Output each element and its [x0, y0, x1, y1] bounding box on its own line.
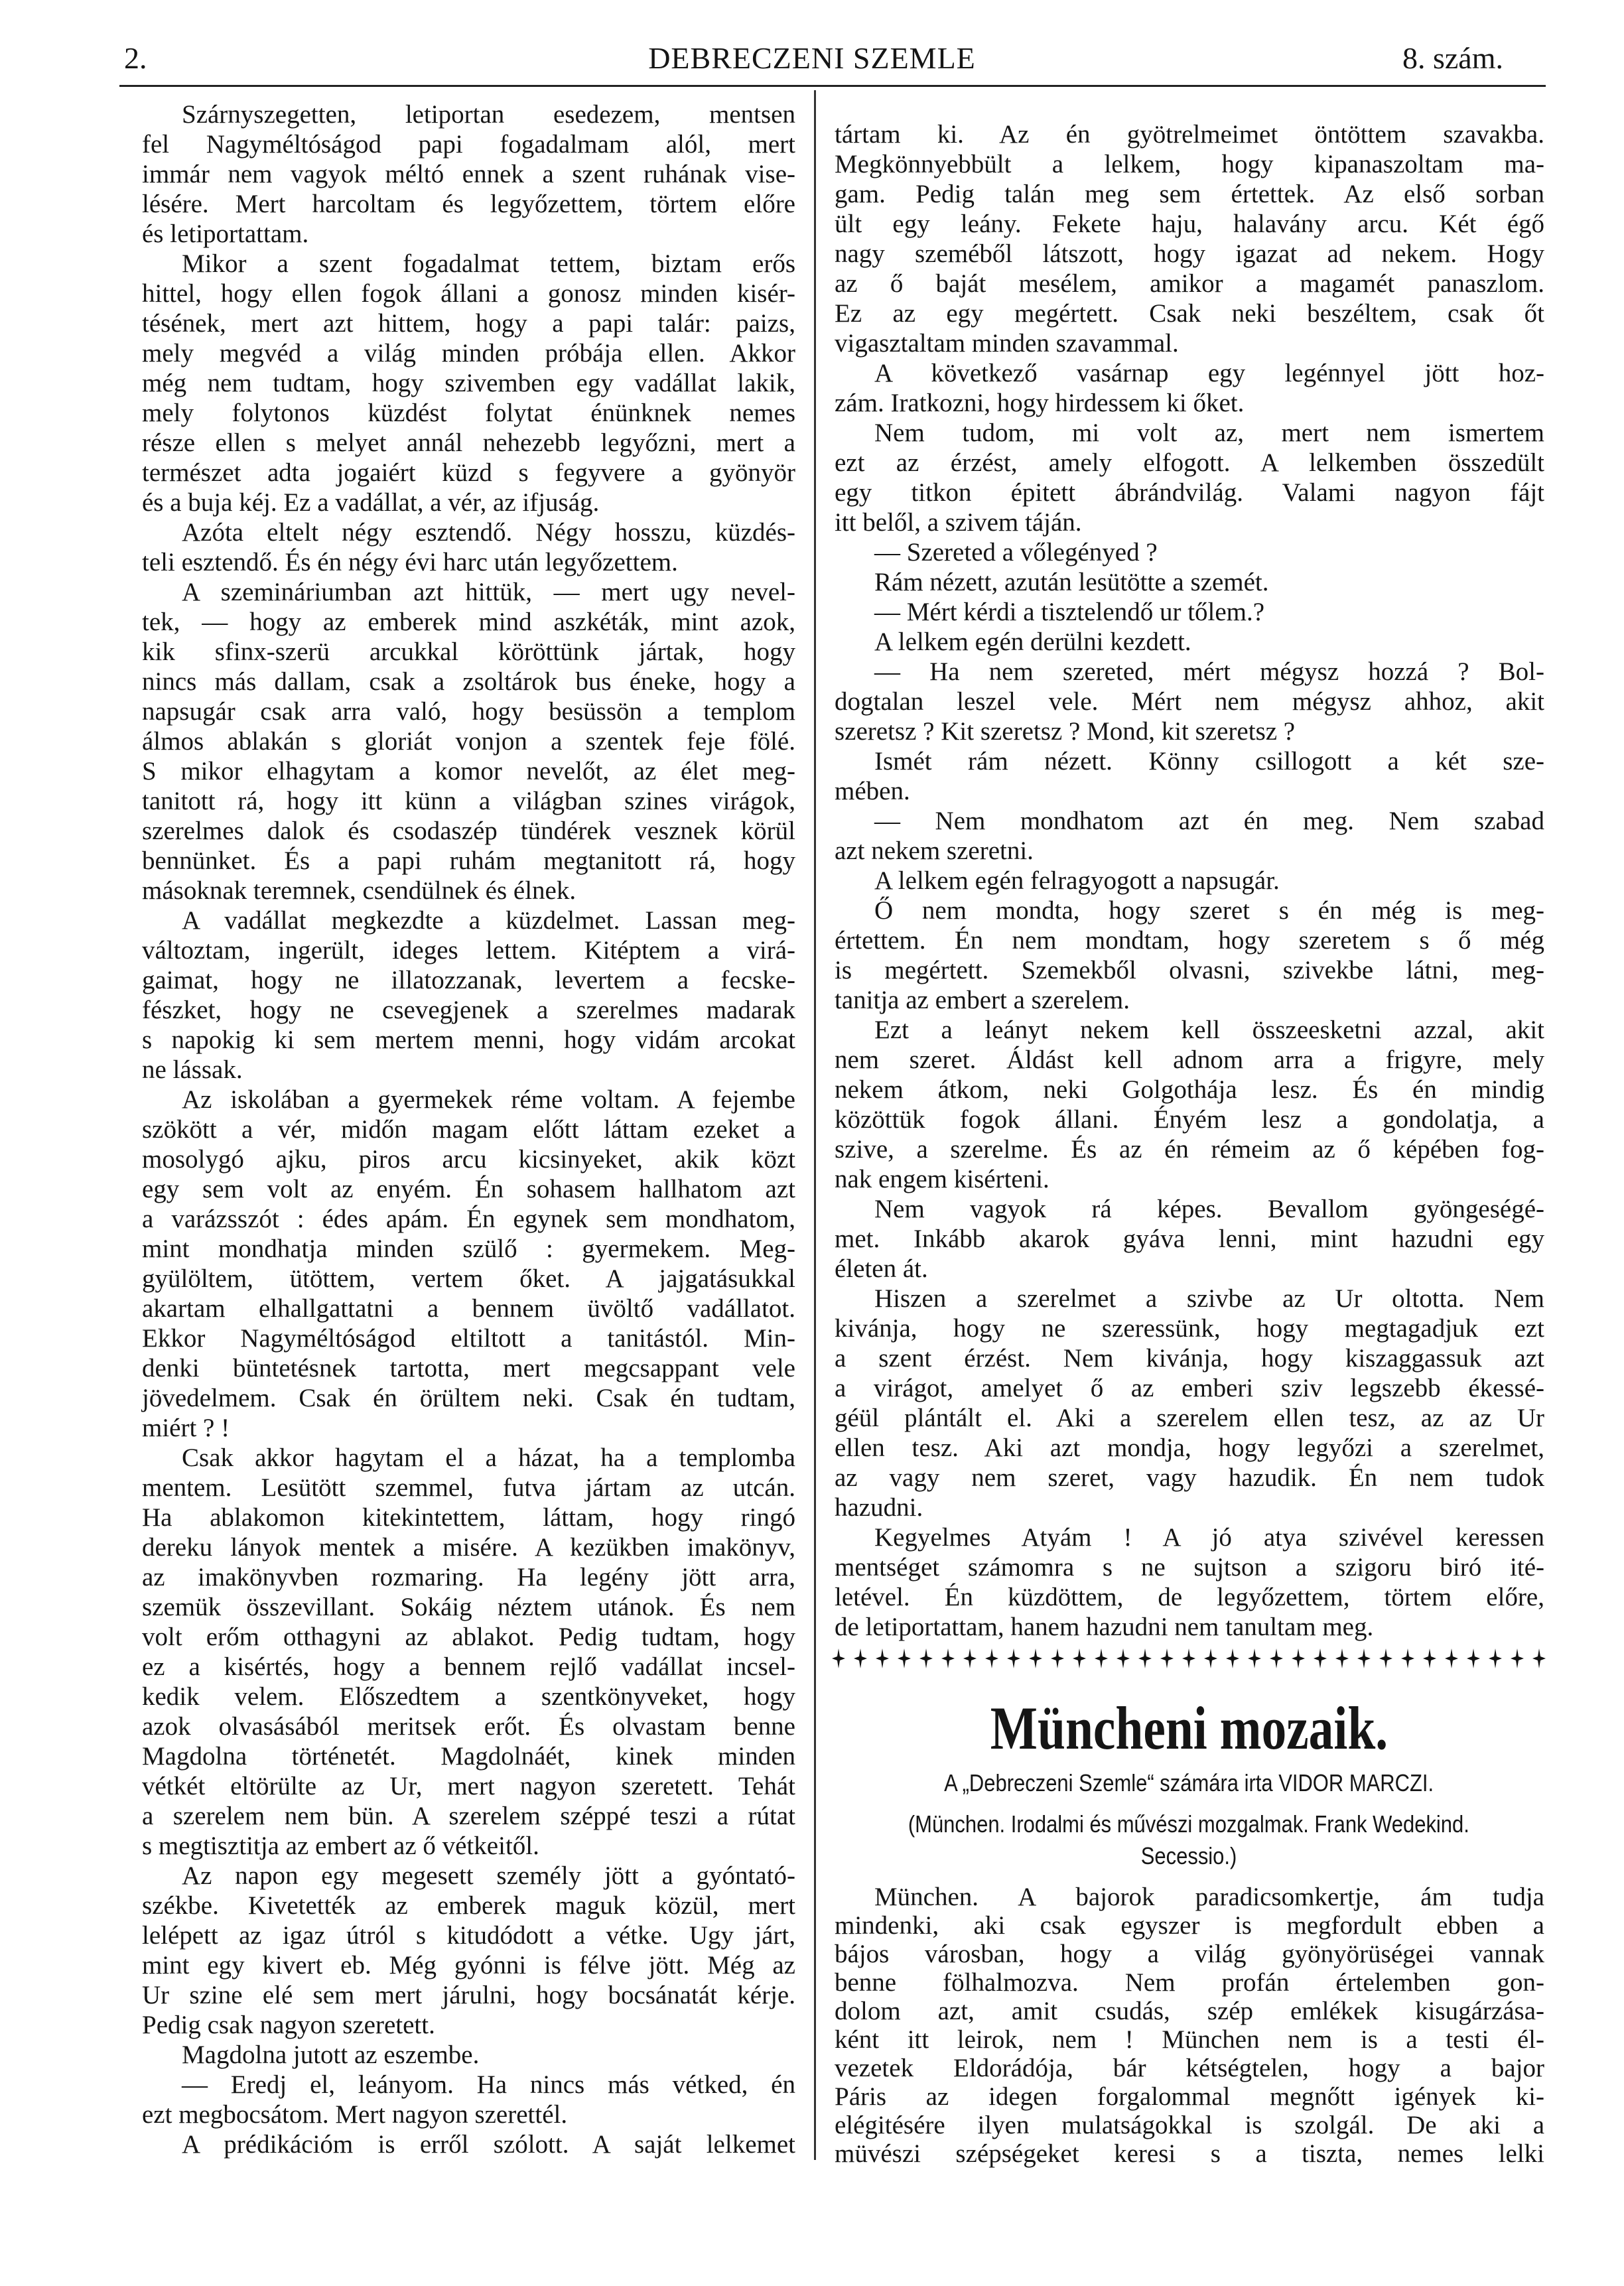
- text-line: az imakönyvben rozmaring. Ha legény jött arra,: [142, 1563, 795, 1591]
- text-line: bájos városban, hogy a világ gyönyörüségei vannak: [835, 1940, 1544, 1968]
- diamond-ornament-icon: [1489, 1648, 1502, 1668]
- text-line: bennünket. És a papi ruhám megtanitott rá, hogy: [142, 846, 795, 875]
- text-line: fel Nagyméltóságod papi fogadalmam alól, mert: [142, 130, 795, 159]
- text-line: Az napon egy megesett személy jött a gyóntató-: [182, 1861, 795, 1890]
- article-topics: [832, 1808, 1546, 1840]
- text-line: szive, a szerelme. És az én rémeim az ő képében fog-: [835, 1135, 1544, 1164]
- text-line: Az iskolában a gyermekek réme voltam. A fejembe: [182, 1085, 795, 1114]
- text-line: géül plántált el. Aki a szerelem ellen tesz, az az Ur: [835, 1404, 1544, 1432]
- text-line: szökött a vér, midőn magam előtt láttam ezeket a: [142, 1115, 795, 1144]
- text-line: Szárnyszegetten, letiportan esedezem, mentsen: [182, 100, 795, 129]
- diamond-ornament-icon: [1511, 1648, 1524, 1668]
- diamond-ornament-icon: [1445, 1648, 1458, 1668]
- diamond-ornament-icon: [1007, 1648, 1020, 1668]
- text-line: ezt megbocsátom. Mert nagyon szerettél.: [142, 2100, 568, 2129]
- text-line: — Mért kérdi a tisztelendő ur tőlem.?: [874, 598, 1265, 626]
- text-line: — Nem mondhatom azt én meg. Nem szabad: [874, 807, 1544, 835]
- text-line: — Eredj el, leányom. Ha nincs más vétked, én: [182, 2070, 795, 2099]
- text-line: immár nem vagyok méltó ennek a szent ruhának vise-: [142, 160, 795, 188]
- article-title: [832, 1695, 1546, 1761]
- diamond-ornament-icon: [1248, 1648, 1261, 1668]
- text-line: mint egy kivert eb. Még gyónni is félve jött. Még az: [142, 1951, 795, 1980]
- paragraph: [835, 746, 1544, 806]
- article-topics: [832, 1840, 1546, 1872]
- paragraph: [142, 100, 795, 249]
- text-line: Ez az egy megértett. Csak neki beszéltem, csak őt: [835, 299, 1544, 328]
- text-line: teli esztendő. És én négy évi harc után legyőzettem.: [142, 548, 678, 576]
- ornamental-divider: [832, 1644, 1546, 1673]
- diamond-ornament-icon: [1116, 1648, 1130, 1668]
- text-line: A lelkem egén felragyogott a napsugár.: [874, 866, 1280, 895]
- text-line: változtam, ingerült, ideges lettem. Kitéptem a virá-: [142, 936, 795, 965]
- text-line: S mikor elhagytam a komor nevelőt, az élet meg-: [142, 757, 795, 785]
- text-line: de letiportattam, hanem hazudni nem tanultam meg.: [835, 1613, 1374, 1641]
- paragraph: [835, 1015, 1544, 1194]
- diamond-ornament-icon: [898, 1648, 911, 1668]
- diamond-ornament-icon: [1073, 1648, 1086, 1668]
- text-line: Hiszen a szerelmet a szivbe az Ur oltotta. Nem: [874, 1284, 1544, 1313]
- text-line: Magdolna történetét. Magdolnáét, kinek minden: [142, 1742, 795, 1771]
- paragraph: [835, 627, 1544, 657]
- text-line: ellen tesz. Aki azt mondja, hogy legyőzi a szerelmet,: [835, 1434, 1544, 1462]
- paragraph: [142, 577, 795, 906]
- text-line: Mikor a szent fogadalmat tettem, biztam erős: [182, 249, 795, 278]
- text-line: értettem. Én nem mondtam, hogy szeretem s ő még: [835, 926, 1544, 955]
- diamond-ornament-icon: [1314, 1648, 1327, 1668]
- diamond-ornament-icon: [1467, 1648, 1480, 1668]
- text-line: természet adta jogaiért küzd s fegyvere a gyönyör: [142, 458, 795, 487]
- text-line: is megértett. Szemekből olvasni, szivekbe látni, meg-: [835, 956, 1544, 984]
- text-line: dolom azt, amit csudás, szép emlékek kisugárzása-: [835, 1997, 1544, 2025]
- text-line: s napokig ki sem mertem menni, hogy vidám arcokat: [142, 1026, 795, 1054]
- text-line: — Ha nem szereted, mért mégysz hozzá ? Bol-: [874, 657, 1544, 686]
- text-line: nekem átkom, neki Golgothája lesz. És én mindig: [835, 1075, 1544, 1104]
- text-line: benne fölhalmozva. Nem profán értelemben gon-: [835, 1968, 1544, 1997]
- diamond-ornament-icon: [1095, 1648, 1108, 1668]
- diamond-ornament-icon: [1379, 1648, 1392, 1668]
- text-line: mindenki, aki csak egyszer is megfordult ebben a: [835, 1911, 1544, 1940]
- text-line: Ezt a leányt nekem kell összeesketni azzal, akit: [874, 1016, 1544, 1044]
- text-line: napsugár csak arra való, hogy besüssön a templom: [142, 697, 795, 726]
- diamond-ornament-icon: [1423, 1648, 1436, 1668]
- diamond-ornament-icon: [919, 1648, 933, 1668]
- text-line: — Szereted a vőlegényed ?: [874, 538, 1158, 567]
- paragraph: [835, 657, 1544, 746]
- text-line: tártam ki. Az én gyötrelmeimet öntöttem szavakba.: [835, 120, 1544, 149]
- text-line: denki büntetésnek tartotta, mert megcsappant vele: [142, 1354, 795, 1382]
- paragraph: [835, 119, 1544, 358]
- text-line: és letiportattam.: [142, 220, 309, 248]
- diamond-ornament-icon: [1226, 1648, 1239, 1668]
- text-line: szemük összevillant. Sokáig néztem utánok. És nem: [142, 1593, 795, 1621]
- text-line: a virágot, amelyet ő az emberi sziv legszebb ékessé-: [835, 1374, 1544, 1402]
- text-line: ne lássak.: [142, 1055, 243, 1084]
- text-line: Ha ablakomon kitekintettem, láttam, hogy ringó: [142, 1503, 795, 1532]
- page-number: 2.: [124, 41, 147, 75]
- article-topics-line: (München. Irodalmi és művészi mozgalmak. Frank Wedekind.: [908, 1810, 1469, 1838]
- paragraph: [835, 537, 1544, 567]
- text-line: Magdolna jutott az eszembe.: [182, 2041, 480, 2069]
- text-line: a szerelem nem bün. A szerelem széppé teszi a rútat: [142, 1802, 795, 1830]
- paragraph: [142, 1085, 795, 1443]
- article-credit-text: A „Debreczeni Szemle“ számára irta VIDOR MARCZI.: [943, 1769, 1434, 1796]
- diamond-ornament-icon: [1029, 1648, 1042, 1668]
- text-line: az vagy nem szeret, vagy hazudik. Én nem tudok: [835, 1463, 1544, 1492]
- diamond-ornament-icon: [854, 1648, 867, 1668]
- text-line: fészket, hogy ne csevegjenek a szerelmes madarak: [142, 996, 795, 1024]
- paragraph: [835, 1883, 1544, 2168]
- diamond-ornament-icon: [941, 1648, 955, 1668]
- text-line: Azóta eltelt négy esztendő. Négy hosszu, küzdés-: [182, 518, 795, 547]
- text-line: nincs más dallam, csak a zsoltárok bus éneke, hogy a: [142, 667, 795, 696]
- text-line: ezt az érzést, amely elfogott. A lelkemben összedült: [835, 448, 1544, 477]
- text-line: kivánja, hogy ne szeressünk, hogy megtagadjuk ezt: [835, 1314, 1544, 1343]
- diamond-ornament-icon: [1138, 1648, 1152, 1668]
- text-line: volt erőm otthagyni az ablakot. Pedig tudtam, hogy: [142, 1623, 795, 1651]
- text-line: Ur szine elé sem mert járulni, hogy bocsánatát kérje.: [142, 1981, 795, 2009]
- paragraph: [835, 1522, 1544, 1642]
- text-line: azok olvasásából meritsek erőt. És olvastam benne: [142, 1712, 795, 1741]
- text-line: szerelmes dalok és csodaszép tündérek vesznek körül: [142, 817, 795, 845]
- text-line: a szent érzést. Nem kivánja, hogy kiszaggassuk azt: [835, 1344, 1544, 1373]
- paragraph: [142, 2070, 795, 2129]
- text-line: met. Inkább akarok gyáva lenni, mint hazudni egy: [835, 1225, 1544, 1253]
- diamond-ornament-icon: [1160, 1648, 1174, 1668]
- text-line: tek, — hogy az emberek mind aszkéták, mint azok,: [142, 608, 795, 636]
- text-line: kedik velem. Előszedtem a szentkönyveket, hogy: [142, 1682, 795, 1711]
- text-line: München. A bajorok paradicsomkertje, ám tudja: [874, 1883, 1544, 1911]
- text-line: része ellen s melyet annál nehezebb legyőzni, mert a: [142, 429, 795, 457]
- text-line: A következő vasárnap egy legénnyel jött hoz-: [874, 359, 1544, 387]
- text-line: mében.: [835, 777, 910, 805]
- paragraph: [142, 1861, 795, 2040]
- text-line: nak engem kisérteni.: [835, 1165, 1049, 1193]
- diamond-ornament-icon: [1182, 1648, 1195, 1668]
- text-line: gyülöltem, ütöttem, vertem őket. A jajgatásukkal: [142, 1264, 795, 1293]
- text-line: Ekkor Nagyméltóságod eltiltott a tanitástól. Min-: [142, 1324, 795, 1353]
- diamond-ornament-icon: [1051, 1648, 1064, 1668]
- text-line: Rám nézett, azután lesütötte a szemét.: [874, 568, 1269, 596]
- text-line: miért ? !: [142, 1414, 230, 1442]
- text-line: Ismét rám nézett. Könny csillogott a két sze-: [874, 747, 1544, 775]
- text-line: Páris az idegen forgalommal megnőtt igények ki-: [835, 2082, 1544, 2111]
- text-line: Ő nem mondta, hogy szeret s én még is meg-: [874, 896, 1544, 925]
- paragraph: [835, 806, 1544, 866]
- diamond-ornament-icon: [1401, 1648, 1414, 1668]
- paragraph: [835, 1284, 1544, 1522]
- paragraph: [142, 1443, 795, 1861]
- text-line: Megkönnyebbült a lelkem, hogy kipanaszoltam ma-: [835, 150, 1544, 178]
- paragraph: [142, 2129, 795, 2159]
- text-line: müvészi szépségeket keresi s a tiszta, nemes lelki: [835, 2139, 1544, 2168]
- paragraph: [835, 358, 1544, 418]
- text-line: ként itt leirok, nem ! München nem is a testi él-: [835, 2025, 1544, 2054]
- paragraph: [142, 249, 795, 517]
- text-line: akartam elhallgattatni a bennem üvöltő vadállatot.: [142, 1294, 795, 1323]
- text-line: dereku lányok mentek a misére. A kezükben imakönyv,: [142, 1533, 795, 1562]
- text-line: ez a kisértés, hogy a bennem rejlő vadállat incsel-: [142, 1652, 795, 1681]
- text-line: még nem tudtam, hogy szivemben egy vadállat lakik,: [142, 369, 795, 397]
- text-line: A prédikációm is erről szólott. A saját lelkemet: [182, 2130, 795, 2159]
- text-line: Kegyelmes Atyám ! A jó atya szivével keressen: [874, 1523, 1544, 1552]
- text-line: nem szeret. Áldást kell adnom arra a frigyre, mely: [835, 1045, 1544, 1074]
- text-line: közöttük fogok állani. Ényém lesz a gondolatja, a: [835, 1105, 1544, 1134]
- text-line: gaimat, hogy ne illatozzanak, levertem a fecske-: [142, 966, 795, 994]
- paragraph: [835, 896, 1544, 1015]
- text-line: vigasztaltam minden szavammal.: [835, 329, 1179, 358]
- text-line: ült egy leány. Fekete haju, halavány arcu. Két égő: [835, 210, 1544, 238]
- text-line: jövedelmem. Csak én örültem neki. Csak én tudtam,: [142, 1384, 795, 1412]
- diamond-ornament-icon: [985, 1648, 998, 1668]
- text-line: mint mondhatja minden szülő : gyermekem. Meg-: [142, 1235, 795, 1263]
- text-line: hittel, hogy ellen fogok állani a gonosz minden kisér-: [142, 279, 795, 308]
- diamond-ornament-icon: [876, 1648, 889, 1668]
- text-line: mentem. Lesütött szemmel, futva jártam az utcán.: [142, 1473, 795, 1502]
- text-line: zám. Iratkozni, hogy hirdessem ki őket.: [835, 389, 1245, 417]
- paragraph: [835, 567, 1544, 597]
- text-line: székbe. Kivetették az emberek maguk közül, mert: [142, 1891, 795, 1920]
- paragraph: [142, 2040, 795, 2070]
- text-line: egy titkon épitett ábrándvilág. Valami nagyon fájt: [835, 478, 1544, 507]
- text-line: lésére. Mert harcoltam és legyőzettem, törtem előre: [142, 190, 795, 218]
- diamond-ornament-icon: [1335, 1648, 1349, 1668]
- text-line: kik sfinx-szerü arcukkal köröttünk jártak, hogy: [142, 638, 795, 666]
- text-line: az ő baját mesélem, amikor a magamét panaszlom.: [835, 269, 1544, 298]
- right-column-letter: [835, 119, 1544, 1642]
- header-rule: [119, 85, 1546, 87]
- text-line: Csak akkor hagytam el a házat, ha a templomba: [182, 1444, 795, 1472]
- text-line: álmos ablakán s gloriát vonjon a szentek feje fölé.: [142, 727, 795, 756]
- article-credit: [832, 1767, 1546, 1799]
- text-line: Nem tudom, mi volt az, mert nem ismertem: [874, 419, 1544, 447]
- text-line: másoknak teremnek, csendülnek és élnek.: [142, 876, 576, 905]
- text-line: hazudni.: [835, 1493, 923, 1522]
- text-line: vétkét eltörülte az Ur, mert nagyon szeretett. Tehát: [142, 1772, 795, 1800]
- issue-number: 8. szám.: [1402, 41, 1503, 75]
- text-line: szeretsz ? Kit szeretsz ? Mond, kit szeretsz ?: [835, 717, 1296, 746]
- diamond-ornament-icon: [1270, 1648, 1283, 1668]
- diamond-ornament-icon: [1204, 1648, 1217, 1668]
- text-line: vezetek Eldorádója, bár kétségtelen, hogy a bajor: [835, 2054, 1544, 2082]
- paragraph: [835, 597, 1544, 627]
- text-line: mely megvéd a világ minden próbája ellen. Akkor: [142, 339, 795, 368]
- left-column: [142, 100, 795, 2159]
- paragraph: [835, 1194, 1544, 1284]
- diamond-ornament-icon: [1292, 1648, 1305, 1668]
- paragraph: [835, 418, 1544, 537]
- text-line: és a buja kéj. Ez a vadállat, a vér, az ifjuság.: [142, 488, 600, 517]
- diamond-ornament-icon: [1532, 1648, 1546, 1668]
- diamond-ornament-icon: [1357, 1648, 1371, 1668]
- paragraph: [142, 906, 795, 1085]
- text-line: letével. Én küzdöttem, de legyőzettem, törtem előre,: [835, 1583, 1544, 1611]
- diamond-ornament-icon: [832, 1648, 845, 1668]
- text-line: életen át.: [835, 1254, 928, 1283]
- text-line: mely folytonos küzdést folytat énünknek nemes: [142, 399, 795, 427]
- text-line: A vadállat megkezdte a küzdelmet. Lassan meg-: [182, 906, 795, 935]
- text-line: nagy szeméből látszott, hogy igazat ad nekem. Hogy: [835, 239, 1544, 268]
- text-line: a varázsszót : édes apám. Én egynek sem mondhatom,: [142, 1205, 795, 1233]
- text-line: A szemináriumban azt hittük, — mert ugy nevel-: [182, 578, 795, 606]
- paragraph: [142, 517, 795, 577]
- text-line: s megtisztitja az embert az ő vétkeitől.: [142, 1832, 539, 1860]
- text-line: egy sem volt az enyém. Én sohasem hallhatom azt: [142, 1175, 795, 1203]
- text-line: Pedig csak nagyon szeretett.: [142, 2011, 435, 2039]
- text-line: itt belől, a szivem táján.: [835, 508, 1082, 537]
- paragraph: [835, 866, 1544, 896]
- text-line: Nem vagyok rá képes. Bevallom gyöngeségé-: [874, 1195, 1544, 1223]
- text-line: tanitott rá, hogy itt künn a világban szines virágok,: [142, 787, 795, 815]
- text-line: tanitja az embert a szerelem.: [835, 986, 1130, 1014]
- text-line: lelépett az igaz útról s kitudódott a vétke. Ugy járt,: [142, 1921, 795, 1950]
- text-line: mentséget számomra s ne sujtson a szigoru biró ité-: [835, 1553, 1544, 1581]
- column-divider: [814, 90, 816, 2160]
- text-line: gam. Pedig talán meg sem értettek. Az első sorban: [835, 180, 1544, 208]
- article-title-text: Müncheni mozaik.: [990, 1694, 1388, 1762]
- text-line: mosolygó ajku, piros arcu kicsinyeket, akik közt: [142, 1145, 795, 1174]
- diamond-ornament-icon: [963, 1648, 977, 1668]
- article-topics-line: Secessio.): [1140, 1842, 1237, 1869]
- text-line: azt nekem szeretni.: [835, 837, 1034, 865]
- text-line: A lelkem egén derülni kezdett.: [874, 628, 1191, 656]
- newspaper-title: DEBRECZENI SZEMLE: [648, 41, 976, 75]
- text-line: dogtalan leszel vele. Mért nem mégysz ahhoz, akit: [835, 687, 1544, 716]
- article-body: [835, 1883, 1544, 2168]
- text-line: elégitésére ilyen mulatságokkal is szolgál. De aki a: [835, 2111, 1544, 2139]
- text-line: tésének, mert azt hittem, hogy a papi talár: paizs,: [142, 309, 795, 338]
